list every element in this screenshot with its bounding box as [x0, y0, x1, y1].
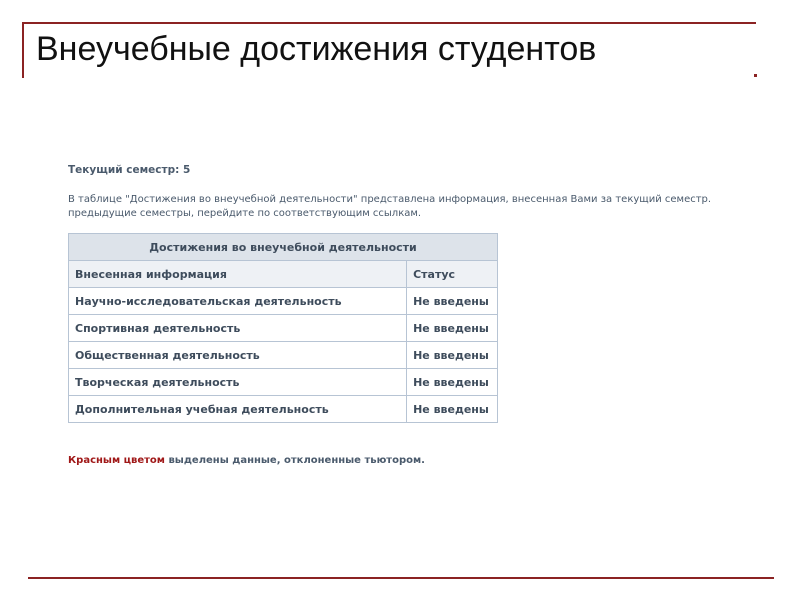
- slide-title: Внеучебные достижения студентов: [36, 30, 597, 68]
- category-cell: Дополнительная учебная деятельность: [69, 396, 407, 423]
- table-row: [69, 315, 498, 342]
- category-cell: Спортивная деятельность: [69, 315, 407, 342]
- info-line-1: В таблице "Достижения во внеучебной деятельности" представлена информация, внесенная Вами за текущий семестр.: [68, 194, 712, 205]
- status-cell: Не введены: [407, 315, 498, 342]
- note-red-highlight: Красным цветом: [68, 455, 165, 466]
- table-row: [69, 342, 498, 369]
- table-header-row: [69, 261, 498, 288]
- achievements-panel: [68, 164, 748, 466]
- achievements-table: [68, 233, 498, 423]
- column-header-status: Статус: [407, 261, 498, 288]
- bottom-rule: [28, 577, 774, 579]
- table-row: [69, 396, 498, 423]
- status-cell: Не введены: [407, 369, 498, 396]
- table-caption-row: [69, 234, 498, 261]
- table-row: [69, 369, 498, 396]
- table-row: [69, 288, 498, 315]
- frame-corner-dot: [754, 74, 757, 77]
- column-header-info: Внесенная информация: [69, 261, 407, 288]
- status-cell: Не введены: [407, 396, 498, 423]
- table-caption: Достижения во внеучебной деятельности: [69, 234, 498, 261]
- info-line-2: предыдущие семестры, перейдите по соответствующим ссылкам.: [68, 208, 422, 219]
- frame-top-rule: [22, 22, 756, 24]
- title-frame: [22, 22, 756, 76]
- frame-left-rule: [22, 22, 24, 78]
- status-cell: Не введены: [407, 288, 498, 315]
- category-cell: Научно-исследовательская деятельность: [69, 288, 407, 315]
- rejected-data-note: [68, 455, 425, 466]
- category-cell: Общественная деятельность: [69, 342, 407, 369]
- current-semester: Текущий семестр: 5: [68, 164, 191, 176]
- status-cell: Не введены: [407, 342, 498, 369]
- info-text: [68, 193, 748, 221]
- category-cell: Творческая деятельность: [69, 369, 407, 396]
- note-text: выделены данные, отклоненные тьютором.: [168, 455, 425, 466]
